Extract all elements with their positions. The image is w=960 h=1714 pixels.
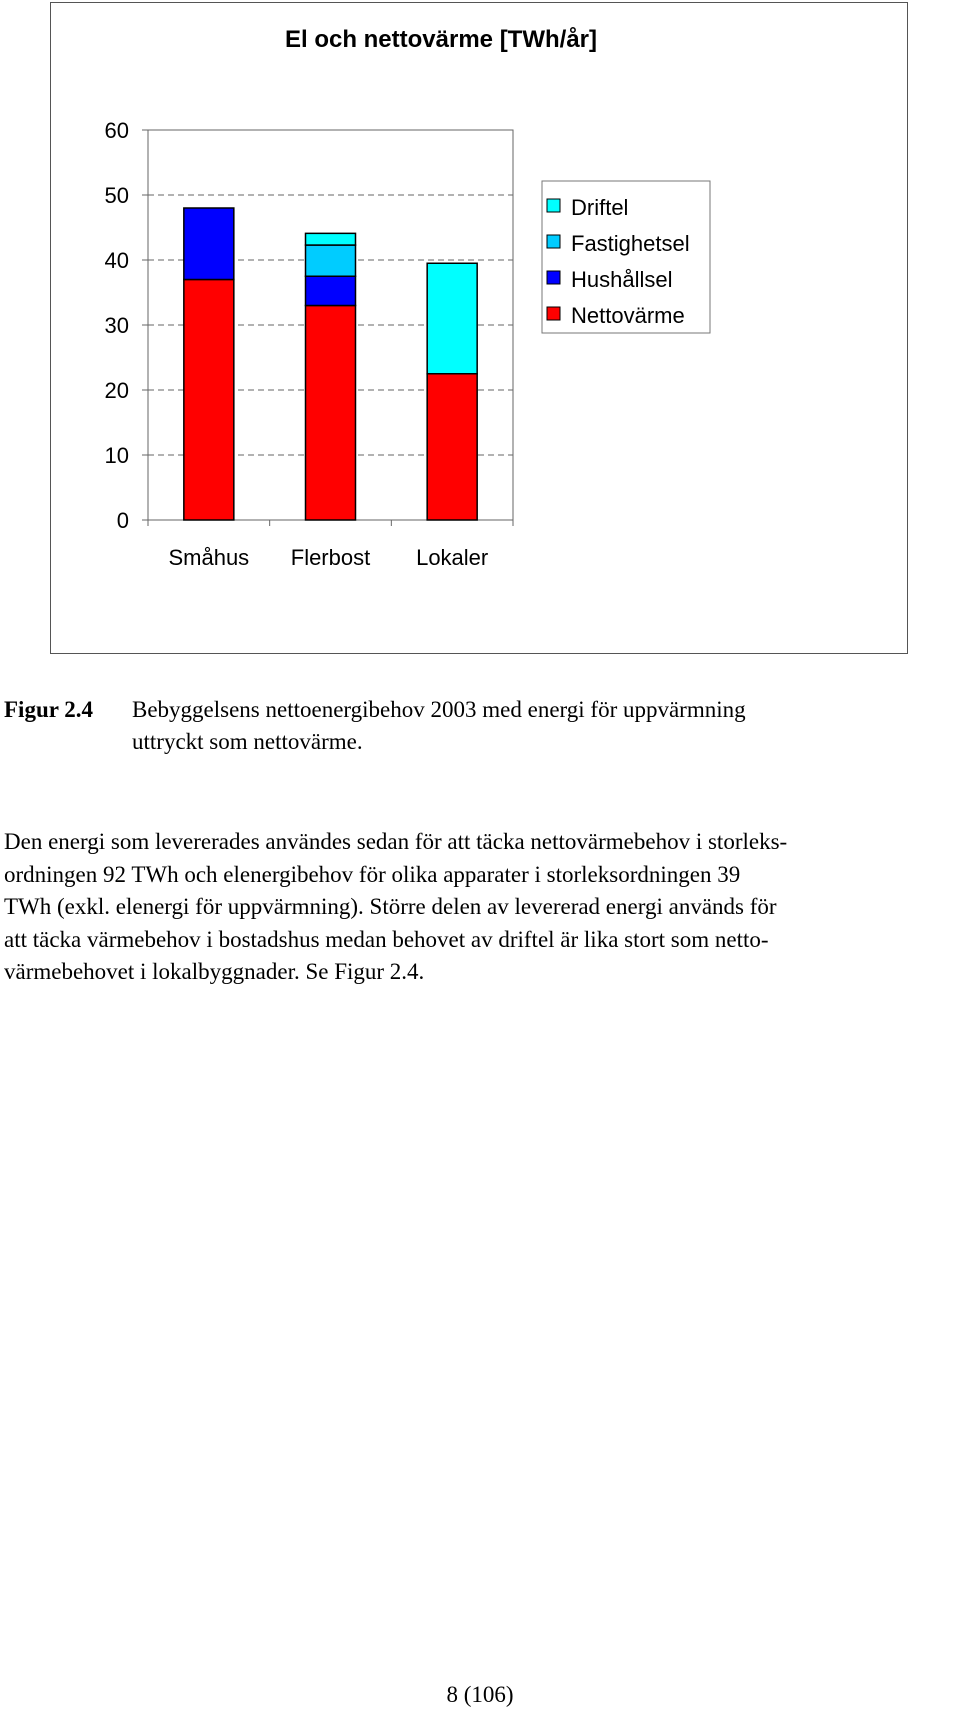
legend-label: Fastighetsel xyxy=(571,231,690,256)
body-paragraph xyxy=(4,826,956,989)
page-number: 8 (106) xyxy=(446,1682,514,1707)
paragraph-line: ordningen 92 TWh och elenergibehov för olika apparater i storleksordningen 39 xyxy=(4,861,741,887)
legend-label: Hushållsel xyxy=(571,267,673,292)
bar-segment-hushållsel xyxy=(184,208,234,280)
legend-swatch xyxy=(547,199,560,212)
legend-swatch xyxy=(547,235,560,248)
paragraph-line: Den energi som levererades användes sedan för att täcka nettovärmebehov i storleks- xyxy=(4,829,788,854)
caption-line: Bebyggelsens nettoenergibehov 2003 med energi för uppvärmning xyxy=(132,697,746,722)
legend-swatch xyxy=(547,271,560,284)
paragraph-line: att täcka värmebehov i bostadshus medan behovet av driftel är lika stort som netto- xyxy=(4,926,769,952)
figure-label: Figur 2.4 xyxy=(4,697,94,722)
y-tick-label: 40 xyxy=(104,248,129,273)
paragraph-line: värmebehovet i lokalbyggnader. Se Figur 2.4. xyxy=(4,959,425,984)
bar-segment-fastighetsel xyxy=(306,245,356,276)
paragraph-line: TWh (exkl. elenergi för uppvärmning). Större delen av levererad energi används för xyxy=(4,894,777,919)
legend-swatch xyxy=(547,307,560,320)
chart-title: El och nettovärme [TWh/år] xyxy=(284,26,598,53)
y-tick-label: 60 xyxy=(104,118,129,143)
legend-label: Driftel xyxy=(571,195,629,220)
bar-segment-nettovärme xyxy=(184,280,234,521)
y-tick-label: 50 xyxy=(104,183,129,208)
caption-line: uttryckt som nettovärme. xyxy=(132,729,363,754)
x-tick-label: Lokaler xyxy=(416,545,489,570)
legend-label: Nettovärme xyxy=(571,303,685,328)
bar-segment-hushållsel xyxy=(306,276,356,305)
y-tick-label: 20 xyxy=(104,378,129,403)
chart-frame xyxy=(50,2,908,654)
figure-caption-text xyxy=(132,694,922,758)
bar-segment-nettovärme xyxy=(427,374,477,520)
bar-segment-nettovärme xyxy=(306,306,356,521)
y-tick-label: 10 xyxy=(104,443,129,468)
y-tick-label: 30 xyxy=(104,313,129,338)
x-tick-label: Flerbost xyxy=(290,545,371,570)
x-tick-label: Småhus xyxy=(168,545,250,570)
bar-segment-driftel xyxy=(306,233,356,245)
bar-segment-driftel xyxy=(427,263,477,374)
y-tick-label: 0 xyxy=(116,508,129,533)
stacked-bar-chart xyxy=(51,3,909,655)
